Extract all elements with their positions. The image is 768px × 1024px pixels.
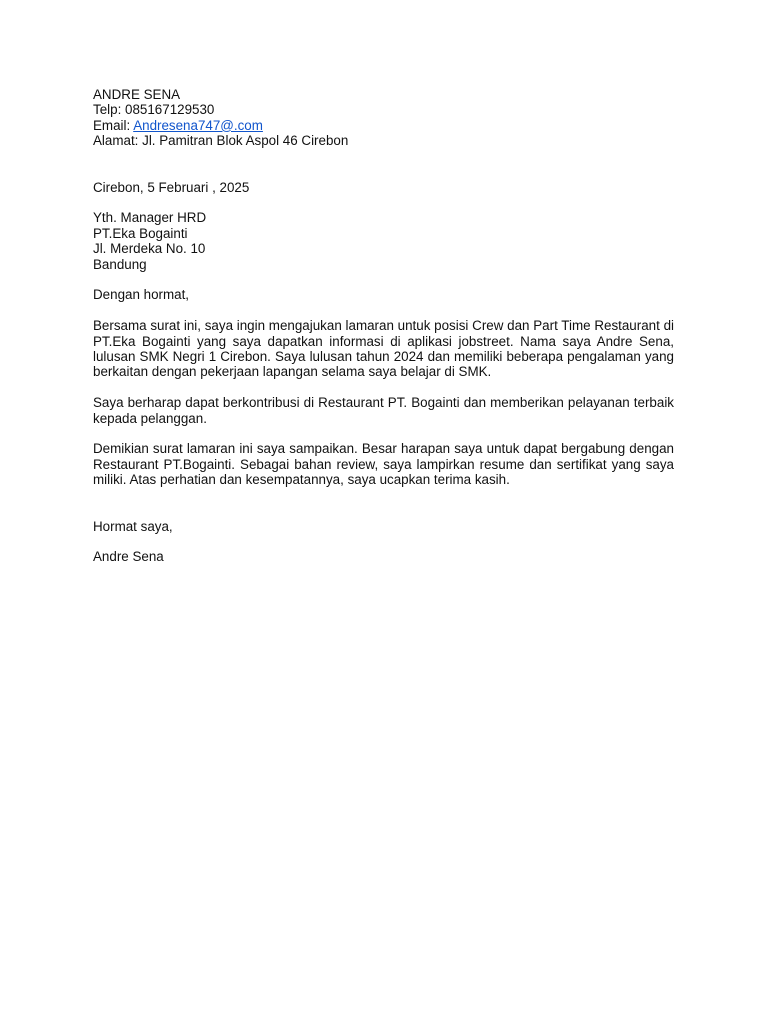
- spacer: [93, 488, 674, 519]
- spacer: [93, 426, 674, 441]
- sender-block: [93, 87, 674, 149]
- email-link[interactable]: Andresena747@.com: [133, 117, 263, 133]
- spacer: [93, 149, 674, 180]
- address-label: Alamat:: [93, 133, 143, 149]
- date-line: Cirebon, 5 Februari , 2025: [93, 179, 250, 195]
- closing: Hormat saya,: [93, 518, 173, 534]
- sender-name: ANDRE SENA: [93, 87, 181, 102]
- spacer: [93, 272, 674, 287]
- email-label: Email:: [93, 117, 134, 133]
- spacer: [93, 195, 674, 210]
- body-paragraph-2: Saya berharap dapat berkontribusi di Restaurant PT. Bogainti dan memberikan pelayanan terbaik kepada pelanggan.: [93, 395, 674, 426]
- spacer: [93, 534, 674, 549]
- recipient-block: [93, 210, 674, 272]
- phone-label: Telp:: [93, 102, 126, 118]
- sender-phone: [93, 102, 674, 117]
- sender-address: [93, 133, 674, 148]
- body-paragraph-3: Demikian surat lamaran ini saya sampaikan. Besar harapan saya untuk dapat bergabung dengan Restaurant PT.Bogainti. Sebagai bahan review, saya lampirkan resume dan sertifikat yang saya miliki. Atas perhatian dan kesempatannya, saya ucapkan terima kasih.: [93, 441, 674, 488]
- spacer: [93, 380, 674, 395]
- recipient-line-2: PT.Eka Bogainti: [93, 225, 188, 241]
- spacer: [93, 303, 674, 318]
- signature-name: Andre Sena: [93, 549, 164, 565]
- salutation: Dengan hormat,: [93, 287, 190, 303]
- recipient-line-1: Yth. Manager HRD: [93, 210, 207, 226]
- body-paragraph-1: Bersama surat ini, saya ingin mengajukan lamaran untuk posisi Crew dan Part Time Restaurant di PT.Eka Bogainti yang saya dapatkan informasi di aplikasi jobstreet. Nama saya Andre Sena, lulusan SMK Negri 1 Cirebon. Saya lulusan tahun 2024 dan memiliki beberapa pengalaman yang berkaitan dengan pekerjaan lapangan selama saya belajar di SMK.: [93, 318, 674, 380]
- recipient-line-4: Bandung: [93, 256, 147, 272]
- sender-email: [93, 118, 674, 133]
- phone-value: 085167129530: [125, 102, 215, 118]
- recipient-line-3: Jl. Merdeka No. 10: [93, 241, 206, 257]
- letter-page: [93, 87, 674, 565]
- address-value: Jl. Pamitran Blok Aspol 46 Cirebon: [142, 133, 349, 149]
